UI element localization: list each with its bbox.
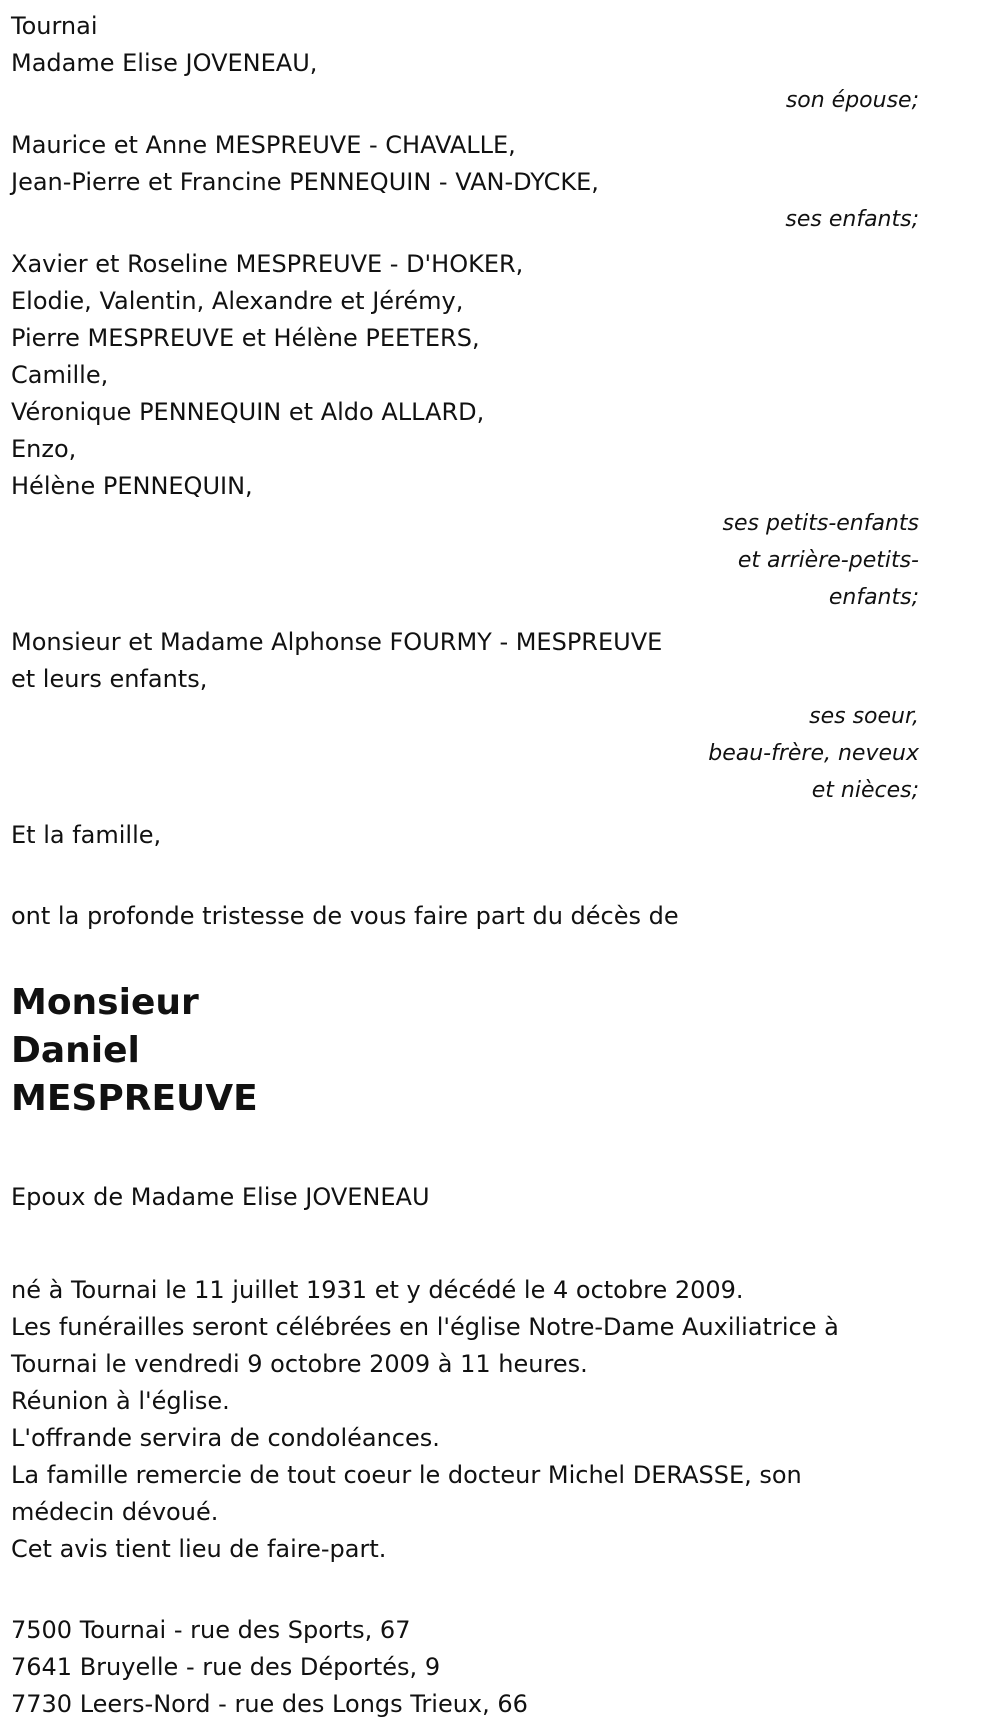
family-name-line: Madame Elise JOVENEAU,	[11, 49, 318, 77]
detail-line: médecin dévoué.	[11, 1498, 219, 1526]
relation-label: ses petits-enfants	[722, 511, 919, 536]
family-name-line: Maurice et Anne MESPREUVE - CHAVALLE,	[11, 131, 516, 159]
family-group-spouse	[11, 45, 919, 119]
family-name-line: Xavier et Roseline MESPREUVE - D'HOKER,	[11, 250, 524, 278]
detail-line: Tournai le vendredi 9 octobre 2009 à 11 heures.	[11, 1350, 588, 1378]
relation-label: enfants;	[828, 585, 919, 610]
family-group-children	[11, 127, 919, 238]
city-line: Tournai	[11, 12, 98, 40]
family-group-siblings	[11, 624, 919, 809]
family-name-line: Monsieur et Madame Alphonse FOURMY - MESPREUVE	[11, 628, 663, 656]
detail-line: né à Tournai le 11 juillet 1931 et y décédé le 4 octobre 2009.	[11, 1276, 744, 1304]
detail-line: Réunion à l'église.	[11, 1387, 230, 1415]
address-line: 7730 Leers-Nord - rue des Longs Trieux, 66	[11, 1690, 528, 1718]
detail-line: Cet avis tient lieu de faire-part.	[11, 1535, 387, 1563]
relation-label: son épouse;	[785, 88, 919, 113]
announcement-line: ont la profonde tristesse de vous faire part du décès de	[11, 902, 679, 930]
family-name-line: Hélène PENNEQUIN,	[11, 472, 253, 500]
deceased-first-name: Daniel	[11, 1030, 140, 1071]
spouse-line: Epoux de Madame Elise JOVENEAU	[11, 1183, 430, 1211]
relation-label: beau-frère, neveux	[708, 741, 919, 766]
family-name-line: Pierre MESPREUVE et Hélène PEETERS,	[11, 324, 480, 352]
detail-line: L'offrande servira de condoléances.	[11, 1424, 440, 1452]
relation-label: et nièces;	[811, 778, 919, 803]
detail-line: Les funérailles seront célébrées en l'église Notre-Dame Auxiliatrice à	[11, 1313, 839, 1341]
addresses-block	[11, 1612, 919, 1723]
relation-label: ses soeur,	[809, 704, 919, 729]
deceased-title: Monsieur	[11, 982, 199, 1023]
relation-label: ses enfants;	[785, 207, 919, 232]
family-name-line: Enzo,	[11, 435, 77, 463]
deceased-last-name: MESPREUVE	[11, 1078, 258, 1119]
address-line: 7500 Tournai - rue des Sports, 67	[11, 1616, 411, 1644]
deceased-name-block	[11, 979, 919, 1123]
family-group-grandchildren	[11, 246, 919, 616]
family-name-line: et leurs enfants,	[11, 665, 208, 693]
obituary-content	[11, 8, 919, 1723]
address-line: 7641 Bruyelle - rue des Déportés, 9	[11, 1653, 441, 1681]
family-name-line: Camille,	[11, 361, 109, 389]
detail-line: La famille remercie de tout coeur le docteur Michel DERASSE, son	[11, 1461, 802, 1489]
closing-family-line: Et la famille,	[11, 821, 162, 849]
family-name-line: Jean-Pierre et Francine PENNEQUIN - VAN-DYCKE,	[11, 168, 599, 196]
family-name-line: Véronique PENNEQUIN et Aldo ALLARD,	[11, 398, 485, 426]
family-name-line: Elodie, Valentin, Alexandre et Jérémy,	[11, 287, 464, 315]
details-block	[11, 1272, 919, 1568]
relation-label: et arrière-petits-	[737, 548, 919, 573]
